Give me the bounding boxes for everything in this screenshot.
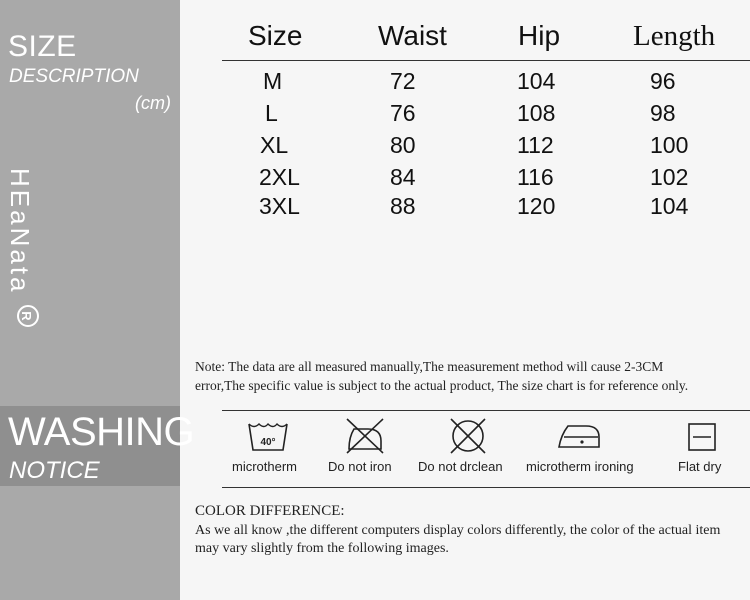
cell-hip: 120 — [517, 193, 556, 219]
cell-length: 96 — [650, 68, 676, 94]
header-hip: Hip — [518, 20, 561, 51]
cell-hip: 108 — [517, 100, 556, 126]
note-line: Note: The data are all measured manually,The measurement method will cause 2-3CM — [195, 359, 664, 374]
cell-waist: 84 — [390, 164, 416, 190]
cell-size: 2XL — [259, 164, 300, 190]
cell-hip: 116 — [517, 164, 554, 190]
cell-hip: 112 — [517, 132, 554, 158]
cell-waist: 72 — [390, 68, 416, 94]
washing-title: WASHING — [8, 410, 195, 454]
measurement-note — [195, 357, 750, 395]
wash-label: Do not drclean — [418, 459, 503, 474]
color-difference-text: may vary slightly from the following images. — [195, 541, 449, 556]
note-line: error,The specific value is subject to the actual product, The size chart is for reference only. — [195, 378, 689, 393]
cell-waist: 80 — [390, 132, 416, 158]
wash-temp-label: 40° — [260, 437, 276, 448]
cell-length: 100 — [650, 132, 689, 158]
header-length: Length — [633, 20, 716, 52]
cell-size: XL — [260, 132, 289, 158]
cell-length: 102 — [650, 164, 689, 190]
wash-label: microtherm ironing — [526, 459, 634, 474]
flat-dry-icon — [686, 421, 718, 458]
registered-mark-icon: R — [17, 305, 39, 327]
table-divider — [222, 60, 750, 61]
size-subtitle: DESCRIPTION — [9, 66, 139, 87]
color-difference-title: COLOR DIFFERENCE: — [195, 503, 345, 519]
cell-hip: 104 — [517, 68, 556, 94]
brand-name: HEaNata — [5, 168, 35, 295]
color-difference-text: As we all know ,the different computers display colors differently, the color of the actual item — [195, 523, 721, 538]
cell-waist: 88 — [390, 193, 416, 219]
sidebar — [0, 0, 195, 600]
wash-label: Flat dry — [678, 459, 722, 474]
do-not-iron-icon — [344, 417, 386, 460]
size-title: SIZE — [8, 30, 77, 63]
washing-instructions — [222, 410, 750, 488]
iron-low-icon — [556, 421, 602, 456]
wash-label: microtherm — [232, 459, 298, 474]
unit-label: (cm) — [135, 93, 171, 113]
header-waist: Waist — [378, 20, 447, 51]
washing-subtitle: NOTICE — [9, 457, 100, 484]
cell-size: 3XL — [259, 193, 300, 219]
wash-40-icon — [246, 419, 290, 458]
header-size: Size — [248, 20, 303, 51]
cell-size: M — [263, 68, 283, 94]
wash-label: Do not iron — [328, 459, 392, 474]
do-not-dryclean-icon — [448, 417, 488, 460]
cell-size: L — [265, 100, 278, 126]
cell-length: 104 — [650, 193, 689, 219]
cell-waist: 76 — [390, 100, 416, 126]
cell-length: 98 — [650, 100, 676, 126]
